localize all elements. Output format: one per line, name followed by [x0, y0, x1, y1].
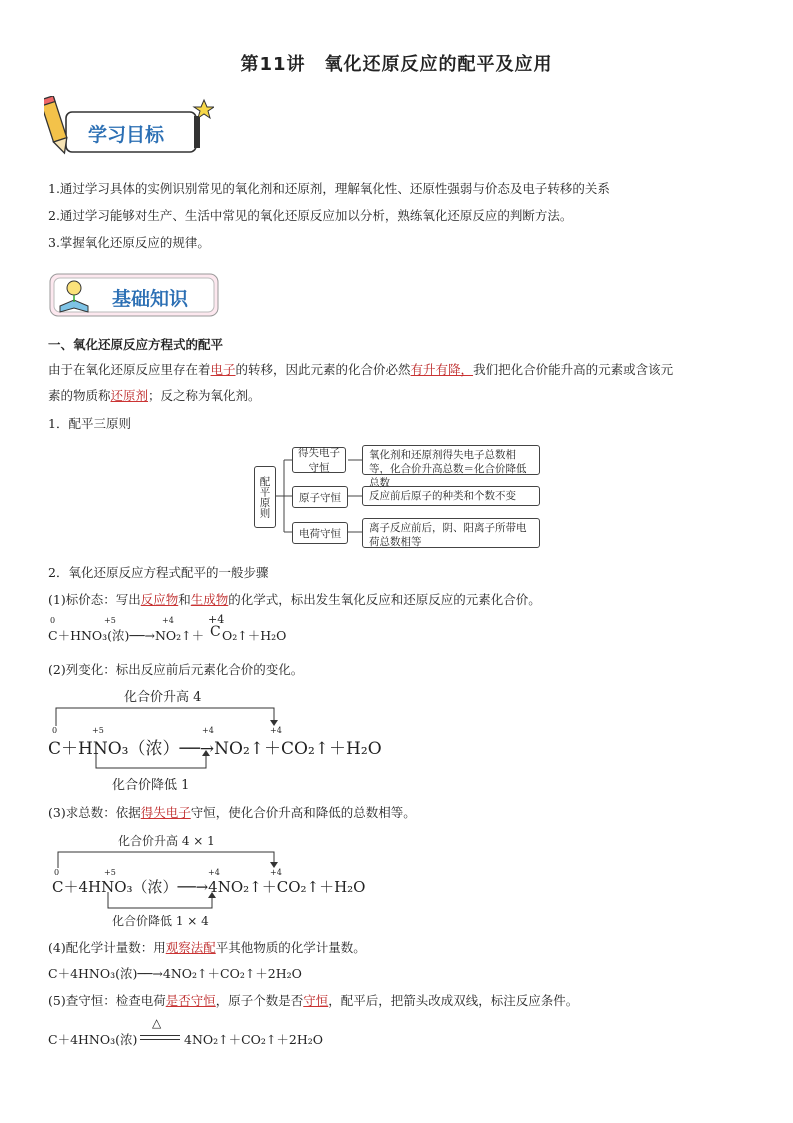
intro-line-2 [48, 386, 261, 404]
underlined-term: 守恒 [303, 993, 329, 1008]
intro-line-1 [48, 360, 673, 378]
text: (4)配化学计量数：用 [48, 940, 166, 955]
step-3 [48, 803, 416, 821]
text: 和 [178, 592, 191, 607]
decrease-label: 化合价降低 1 [112, 778, 190, 793]
valence-co2: +4 [270, 868, 282, 877]
diagram-root: 配平原则 [254, 466, 276, 528]
equation-3 [48, 830, 388, 930]
principle-atom: 原子守恒 [292, 486, 348, 508]
basic-knowledge-badge [48, 270, 220, 320]
valence-n: +5 [104, 868, 116, 877]
valence-c: 0 [50, 616, 56, 625]
desc-electron: 氧化剂和还原剂得失电子总数相等，化合价升高总数＝化合价降低总数 [362, 445, 540, 475]
balancing-principles-diagram [252, 444, 544, 550]
principle-charge: 电荷守恒 [292, 522, 348, 544]
text: 平其他物质的化学计量数。 [215, 940, 366, 955]
underlined-term: 反应物 [140, 592, 179, 607]
step-1 [48, 590, 541, 608]
goal-2: 2.通过学习能够对生产、生活中常见的氧化还原反应加以分析，熟练氧化还原反应的判断方法。 [48, 208, 573, 223]
step-4 [48, 938, 366, 956]
equation-4: C＋4HNO₃(浓)──→4NO₂↑＋CO₂↑＋2H₂O [48, 966, 302, 981]
text: (1)标价态：写出 [48, 592, 141, 607]
desc-charge: 离子反应前后，阴、阳离子所带电荷总数相等 [362, 518, 540, 548]
principle-electron: 得失电子守恒 [292, 447, 346, 473]
equation-rhs: 4NO₂↑＋CO₂↑＋2H₂O [184, 1032, 324, 1047]
text: 我们把化合价能升高的元素或含该元 [473, 362, 674, 377]
text: (5)查守恒：检查电荷 [48, 993, 166, 1008]
valence-no2: +4 [208, 868, 220, 877]
subheading-2: 2．氧化还原反应方程式配平的一般步骤 [48, 565, 269, 580]
underlined-term: 得失电子 [140, 805, 191, 820]
text: 由于在氧化还原反应里存在着 [48, 362, 211, 377]
equation-1 [48, 612, 348, 644]
step-5 [48, 991, 578, 1009]
reaction-condition: △ [152, 1016, 162, 1030]
equation-5 [48, 1016, 348, 1050]
valence-no2: +4 [162, 616, 174, 625]
learning-goals-badge [44, 96, 214, 160]
goal-1: 1.通过学习具体的实例识别常见的氧化剂和还原剂，理解氧化性、还原性强弱与价态及电子转移的关系 [48, 181, 610, 196]
valence-n: +5 [104, 616, 116, 625]
equation-c: C [210, 624, 221, 640]
underlined-term: 生成物 [190, 592, 229, 607]
text: ，原子个数是否 [215, 993, 304, 1008]
badge-label: 学习目标 [88, 124, 165, 146]
underlined-term: 电子 [210, 362, 236, 377]
valence-co2: +4 [208, 613, 225, 626]
valence-no2: +4 [202, 726, 214, 735]
underlined-term: 还原剂 [110, 388, 149, 403]
decrease-label: 化合价降低 1 × 4 [112, 914, 209, 928]
step-2: (2)列变化：标出反应前后元素化合价的变化。 [48, 662, 304, 677]
goal-3: 3.掌握氧化还原反应的规律。 [48, 235, 210, 250]
valence-c: 0 [52, 726, 58, 735]
text: ；反之称为氧化剂。 [148, 388, 261, 403]
text: (3)求总数：依据 [48, 805, 141, 820]
increase-label: 化合价升高 4 × 1 [118, 834, 215, 848]
increase-label: 化合价升高 4 [124, 690, 202, 705]
equation-lhs: C＋4HNO₃(浓) [48, 1032, 138, 1047]
equation-2 [48, 686, 388, 793]
text: ，配平后，把箭头改成双线，标注反应条件。 [328, 993, 579, 1008]
page-title: 第11讲 氧化还原反应的配平及应用 [240, 54, 553, 75]
underlined-term: 观察法配 [165, 940, 216, 955]
underlined-term: 有升有降， [410, 362, 474, 377]
text: 的转移，因此元素的化合价必然 [235, 362, 411, 377]
text: 素的物质称 [48, 388, 111, 403]
valence-n: +5 [92, 726, 104, 735]
underlined-term: 是否守恒 [165, 993, 216, 1008]
equation-text: C＋HNO₃（浓）──→NO₂↑＋CO₂↑＋H₂O [48, 739, 382, 759]
valence-c: 0 [54, 868, 60, 877]
desc-atom: 反应前后原子的种类和个数不变 [362, 486, 540, 506]
equation-rest: O₂↑＋H₂O [222, 628, 287, 643]
section-heading: 一、氧化还原反应方程式的配平 [48, 337, 224, 352]
valence-co2: +4 [270, 726, 282, 735]
equation-text: C＋4HNO₃（浓）──→4NO₂↑＋CO₂↑＋H₂O [52, 878, 366, 896]
equation-lhs: C＋HNO₃(浓)──→NO₂↑＋ [48, 628, 205, 643]
subheading-1: 1．配平三原则 [48, 416, 131, 431]
badge-label: 基础知识 [112, 288, 189, 310]
double-line-equals [140, 1034, 180, 1042]
text: 的化学式，标出发生氧化反应和还原反应的元素化合价。 [228, 592, 541, 607]
text: 守恒，使化合价升高和降低的总数相等。 [190, 805, 416, 820]
